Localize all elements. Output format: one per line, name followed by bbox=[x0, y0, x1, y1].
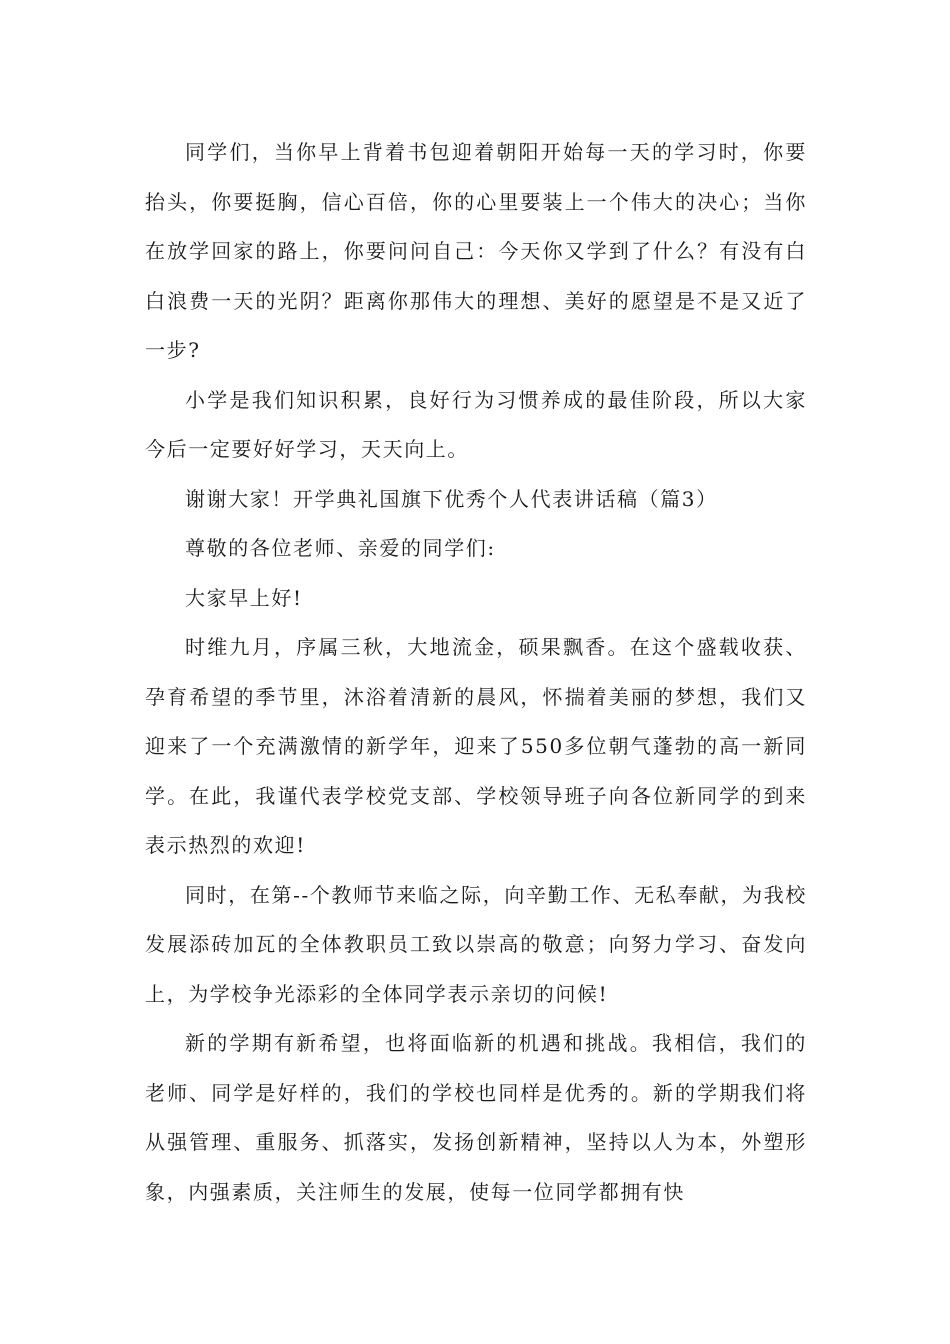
paragraph-primary-school: 小学是我们知识积累，良好行为习惯养成的最佳阶段，所以大家今后一定要好好学习，天天向上。 bbox=[145, 387, 807, 461]
document-body bbox=[145, 128, 807, 1217]
paragraph-salutation: 尊敬的各位老师、亲爱的同学们: bbox=[185, 536, 496, 560]
paragraph-study-reminder: 同学们，当你早上背着书包迎着朝阳开始每一天的学习时，你要抬头，你要挺胸，信心百倍，你的心里要装上一个伟大的决心；当你在放学回家的路上，你要问问自己：今天你又学到了什么？有没有白白浪费一天的光阴？距离你那伟大的理想、美好的愿望是不是又近了一步? bbox=[145, 140, 807, 362]
paragraph-teachers-day: 同时，在第--个教师节来临之际，向辛勤工作、无私奉献，为我校发展添砖加瓦的全体教职员工致以崇高的敬意；向努力学习、奋发向上，为学校争光添彩的全体同学表示亲切的问候! bbox=[145, 882, 807, 1006]
paragraph-thanks-heading: 谢谢大家！开学典礼国旗下优秀个人代表讲话稿（篇3） bbox=[185, 486, 718, 511]
paragraph-greeting: 大家早上好! bbox=[185, 585, 303, 610]
paragraph-new-term-welcome: 时维九月，序属三秋，大地流金，硕果飘香。在这个盛载收获、孕育希望的季节里，沐浴着清新的晨风，怀揣着美丽的梦想，我们又迎来了一个充满激情的新学年，迎来了550多位朝气蓬勃的高一新同学。在此，我谨代表学校党支部、学校领导班子向各位新同学的到来表示热烈的欢迎! bbox=[145, 635, 807, 857]
paragraph-new-semester: 新的学期有新希望，也将面临新的机遇和挑战。我相信，我们的老师、同学是好样的，我们的学校也同样是优秀的。新的学期我们将从强管理、重服务、抓落实，发扬创新精神，坚持以人为本，外塑形象，内强素质，关注师生的发展，使每一位同学都拥有快 bbox=[145, 1031, 807, 1204]
